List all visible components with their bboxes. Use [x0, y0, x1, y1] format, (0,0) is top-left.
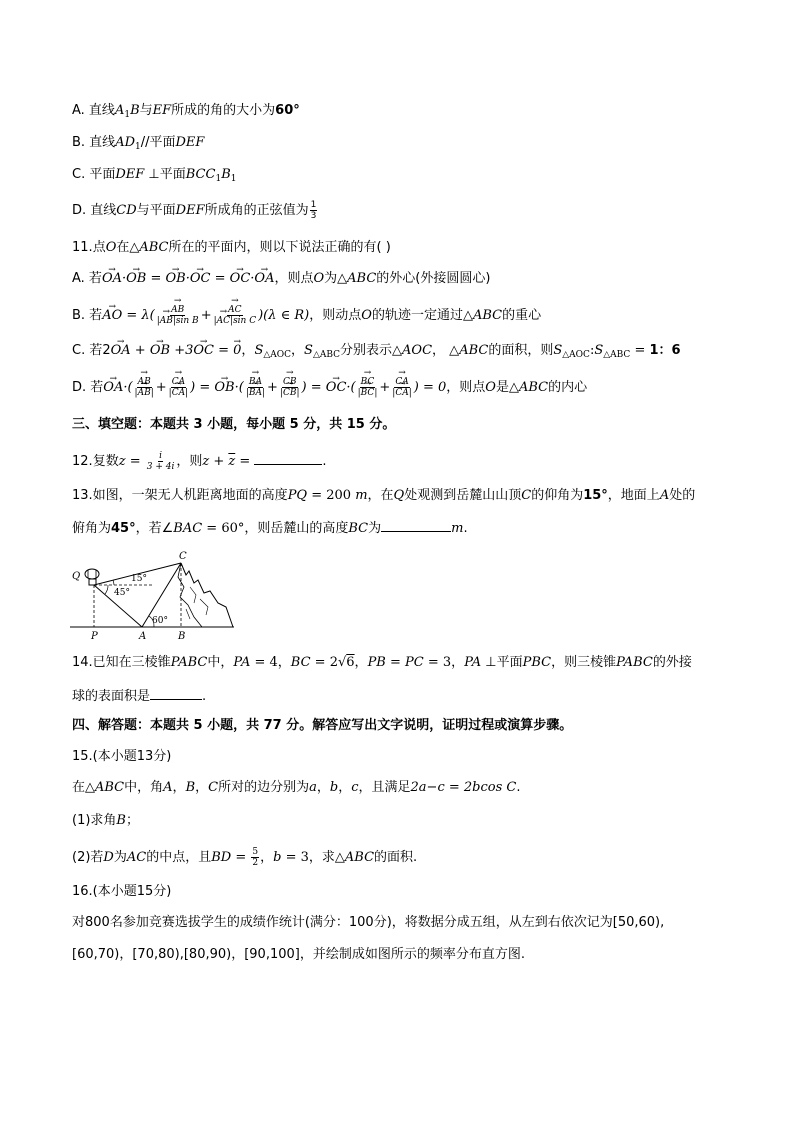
- q11-option-a: A. 若→ OA·→ OB = → OB·→ OC = → OC·→ OA，则点O为△ABC的外心(外接圆圆心): [72, 270, 490, 288]
- q12: 12.复数z = $\frac{i}{3 + 4i}$ ，则$z + \overline{z}$ = .: [72, 451, 327, 472]
- answer-blank[interactable]: [381, 519, 451, 532]
- section-title-fill-in: 三、填空题：本题共 3 小题，每小题 5 分，共 15 分。: [72, 417, 396, 432]
- answer-blank[interactable]: [254, 452, 322, 465]
- label-p: P: [91, 631, 98, 642]
- q11-stem: 11.点O在△ABC所在的平面内，则以下说法正确的有( ): [72, 240, 391, 255]
- q11-option-d: D. 若→ OA·( → $\frac{AB}{|\to AB|}$ + → $\frac{CA}{|\to CA|}$ ) = → OB·( → $\frac{BA}{|\to BA|}$ + → $\frac{CB}{|\to CB|}$ ) = → OC·( → $\frac{BC}{|\to BC|}$ + → $\frac{CA}{|\to CA|}$ ) = 0，则点O是△ABC的内心: [72, 377, 587, 398]
- fraction: $\frac{1}{3}$: [310, 200, 317, 221]
- label-b: B: [178, 631, 186, 642]
- q10-option-d: D. 直线CD与平面DEF所成角的正弦值为 $\frac{1}{3}$: [72, 200, 317, 221]
- q11-option-b: B. 若→ AO = λ( → $\frac{AB}{\text{|→ AB|sin B}}$ + → $\frac{AC}{\text{|→ AC|sin C}}$ )(λ ∈ R)，则动点O的轨迹一定通过△ABC的重心: [72, 305, 541, 326]
- label-angle-15: 15°: [131, 574, 147, 584]
- q14-line1: 14.已知在三棱锥PABC中，PA = 4，BC = 2√6，PB = PC = 3，PA ⊥平面PBC，则三棱锥PABC的外接: [72, 655, 692, 670]
- q16-line2: [60,70)，[70,80),[80,90)，[90,100]，并绘制成如图所示的频率分布直方图.: [72, 947, 525, 962]
- q11-option-c: C. 若2→ OA + → OB +3→ OC = → 0，$S_{\triangle AOC}$，$S_{\triangle ABC}$分别表示△AOC， △ABC的面积，则$S_{\triangle AOC}:S_{\triangle ABC} = 1$：6: [72, 342, 681, 364]
- label-a: A: [139, 631, 147, 642]
- answer-blank[interactable]: [150, 687, 202, 700]
- q13-line1: 13.如图，一架无人机距离地面的高度PQ = 200 m，在Q处观测到岳麓山山顶C的仰角为15°，地面上A处的: [72, 488, 696, 503]
- mountain-figure: [68, 547, 238, 642]
- q16-line1: 对800名参加竞赛选拔学生的成绩作统计(满分：100分)，将数据分成五组，从左到右依次记为[50,60),: [72, 915, 665, 930]
- mountain-outline: [181, 563, 233, 627]
- q15-head: 15.(本小题13分): [72, 749, 172, 764]
- drone-icon: [85, 569, 99, 579]
- label-angle-60: 60°: [152, 616, 168, 626]
- q10-option-b: B. 直线$AD_1//$平面DEF: [72, 135, 205, 152]
- label-c: C: [179, 551, 187, 562]
- label-q: Q: [72, 571, 81, 582]
- q16-head: 16.(本小题15分): [72, 884, 172, 899]
- label-angle-45: 45°: [114, 588, 130, 598]
- q13-line2: 俯角为45°，若∠BAC = 60°，则岳麓山的高度BC为 m.: [72, 521, 468, 536]
- q14-line2: 球的表面积是 .: [72, 689, 207, 704]
- q15-part2: (2)若D为AC的中点，且BD = $\frac{5}{2}$ ，b = 3，求△ABC的面积.: [72, 847, 418, 868]
- section-title-solutions: 四、解答题：本题共 5 小题，共 77 分。解答应写出文字说明，证明过程或演算步骤。: [72, 718, 573, 733]
- q15-stem: 在△ABC中，角A，B，C所对的边分别为a，b，c，且满足2a−c = 2bcos C.: [72, 780, 521, 795]
- q10-option-c: C. 平面DEF ⊥平面$BCC_1B_1$: [72, 167, 237, 184]
- q15-part1: (1)求角B；: [72, 813, 139, 828]
- q10-option-a: A. 直线$A_1B$与EF所成的角的大小为60°: [72, 103, 300, 120]
